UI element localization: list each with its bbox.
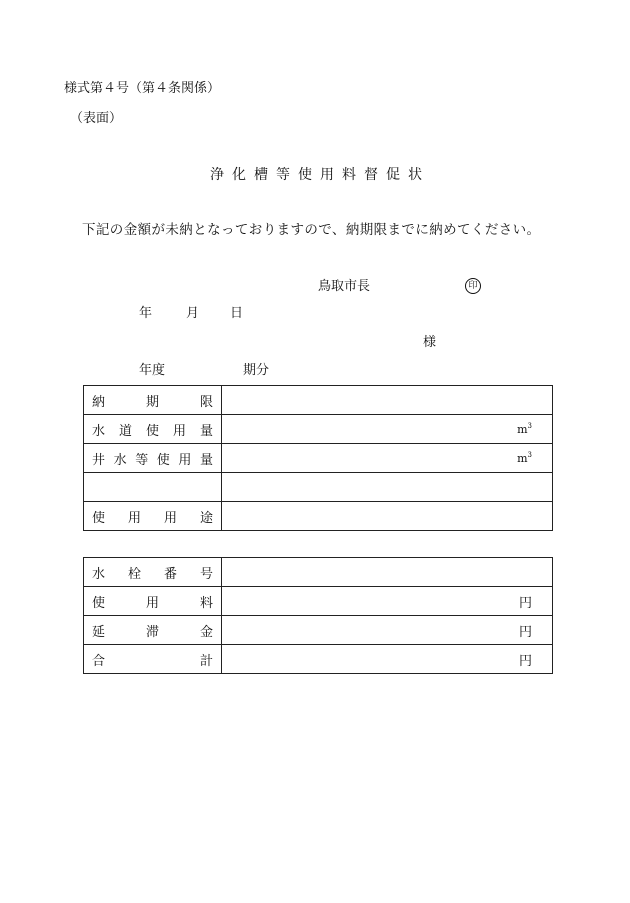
issuer-name: 鳥取市長: [318, 279, 371, 294]
blank-value[interactable]: [222, 473, 553, 502]
due-date-value[interactable]: [222, 386, 553, 415]
row-label-empty: [84, 473, 222, 502]
late-fee-value[interactable]: [222, 616, 553, 645]
table-row: [84, 616, 553, 645]
table-row: [84, 558, 553, 587]
fiscal-year-label: 年度: [139, 363, 166, 378]
table-row: [84, 587, 553, 616]
row-label: 水 道 使 用 量: [84, 415, 222, 444]
hydrant-number-value[interactable]: [222, 558, 553, 587]
date-year-label: 年: [139, 306, 153, 321]
installment-label: 期分: [243, 363, 270, 378]
recipient-honorific: 様: [423, 335, 437, 350]
total-value[interactable]: [222, 645, 553, 674]
date-month-label: 月: [186, 306, 200, 321]
notice-text: 下記の金額が未納となっておりますので、納期限までに納めてください。: [82, 222, 541, 238]
row-label: 納 期 限: [84, 386, 222, 415]
usage-purpose-value[interactable]: [222, 502, 553, 531]
well-water-usage-value[interactable]: [222, 444, 553, 473]
row-label: 水 栓 番 号: [84, 558, 222, 587]
table-row: [84, 645, 553, 674]
table-row: [84, 386, 553, 415]
table-row: [84, 444, 553, 473]
row-label: 使 用 用 途: [84, 502, 222, 531]
table-row: [84, 502, 553, 531]
row-label: 合 計: [84, 645, 222, 674]
table-row: [84, 473, 553, 502]
document-title: 浄化槽等使用料督促状: [210, 167, 430, 183]
row-label: 井 水 等 使 用 量: [84, 444, 222, 473]
table-row: [84, 415, 553, 444]
unit-yen: 円: [518, 595, 532, 611]
payment-details-table: [83, 385, 553, 531]
form-number: 様式第４号（第４条関係）: [64, 81, 221, 96]
unit-yen: 円: [518, 653, 532, 669]
row-label: 延 滞 金: [84, 616, 222, 645]
unit-cubic-meter: $m^3$: [517, 421, 532, 436]
charges-table: [83, 557, 553, 674]
side-label: （表面）: [70, 111, 123, 126]
unit-cubic-meter: $m^3$: [517, 450, 532, 465]
row-label: 使 用 料: [84, 587, 222, 616]
unit-yen: 円: [518, 624, 532, 640]
date-day-label: 日: [230, 306, 244, 321]
usage-fee-value[interactable]: [222, 587, 553, 616]
seal-mark: 印: [465, 278, 481, 294]
water-usage-value[interactable]: [222, 415, 553, 444]
